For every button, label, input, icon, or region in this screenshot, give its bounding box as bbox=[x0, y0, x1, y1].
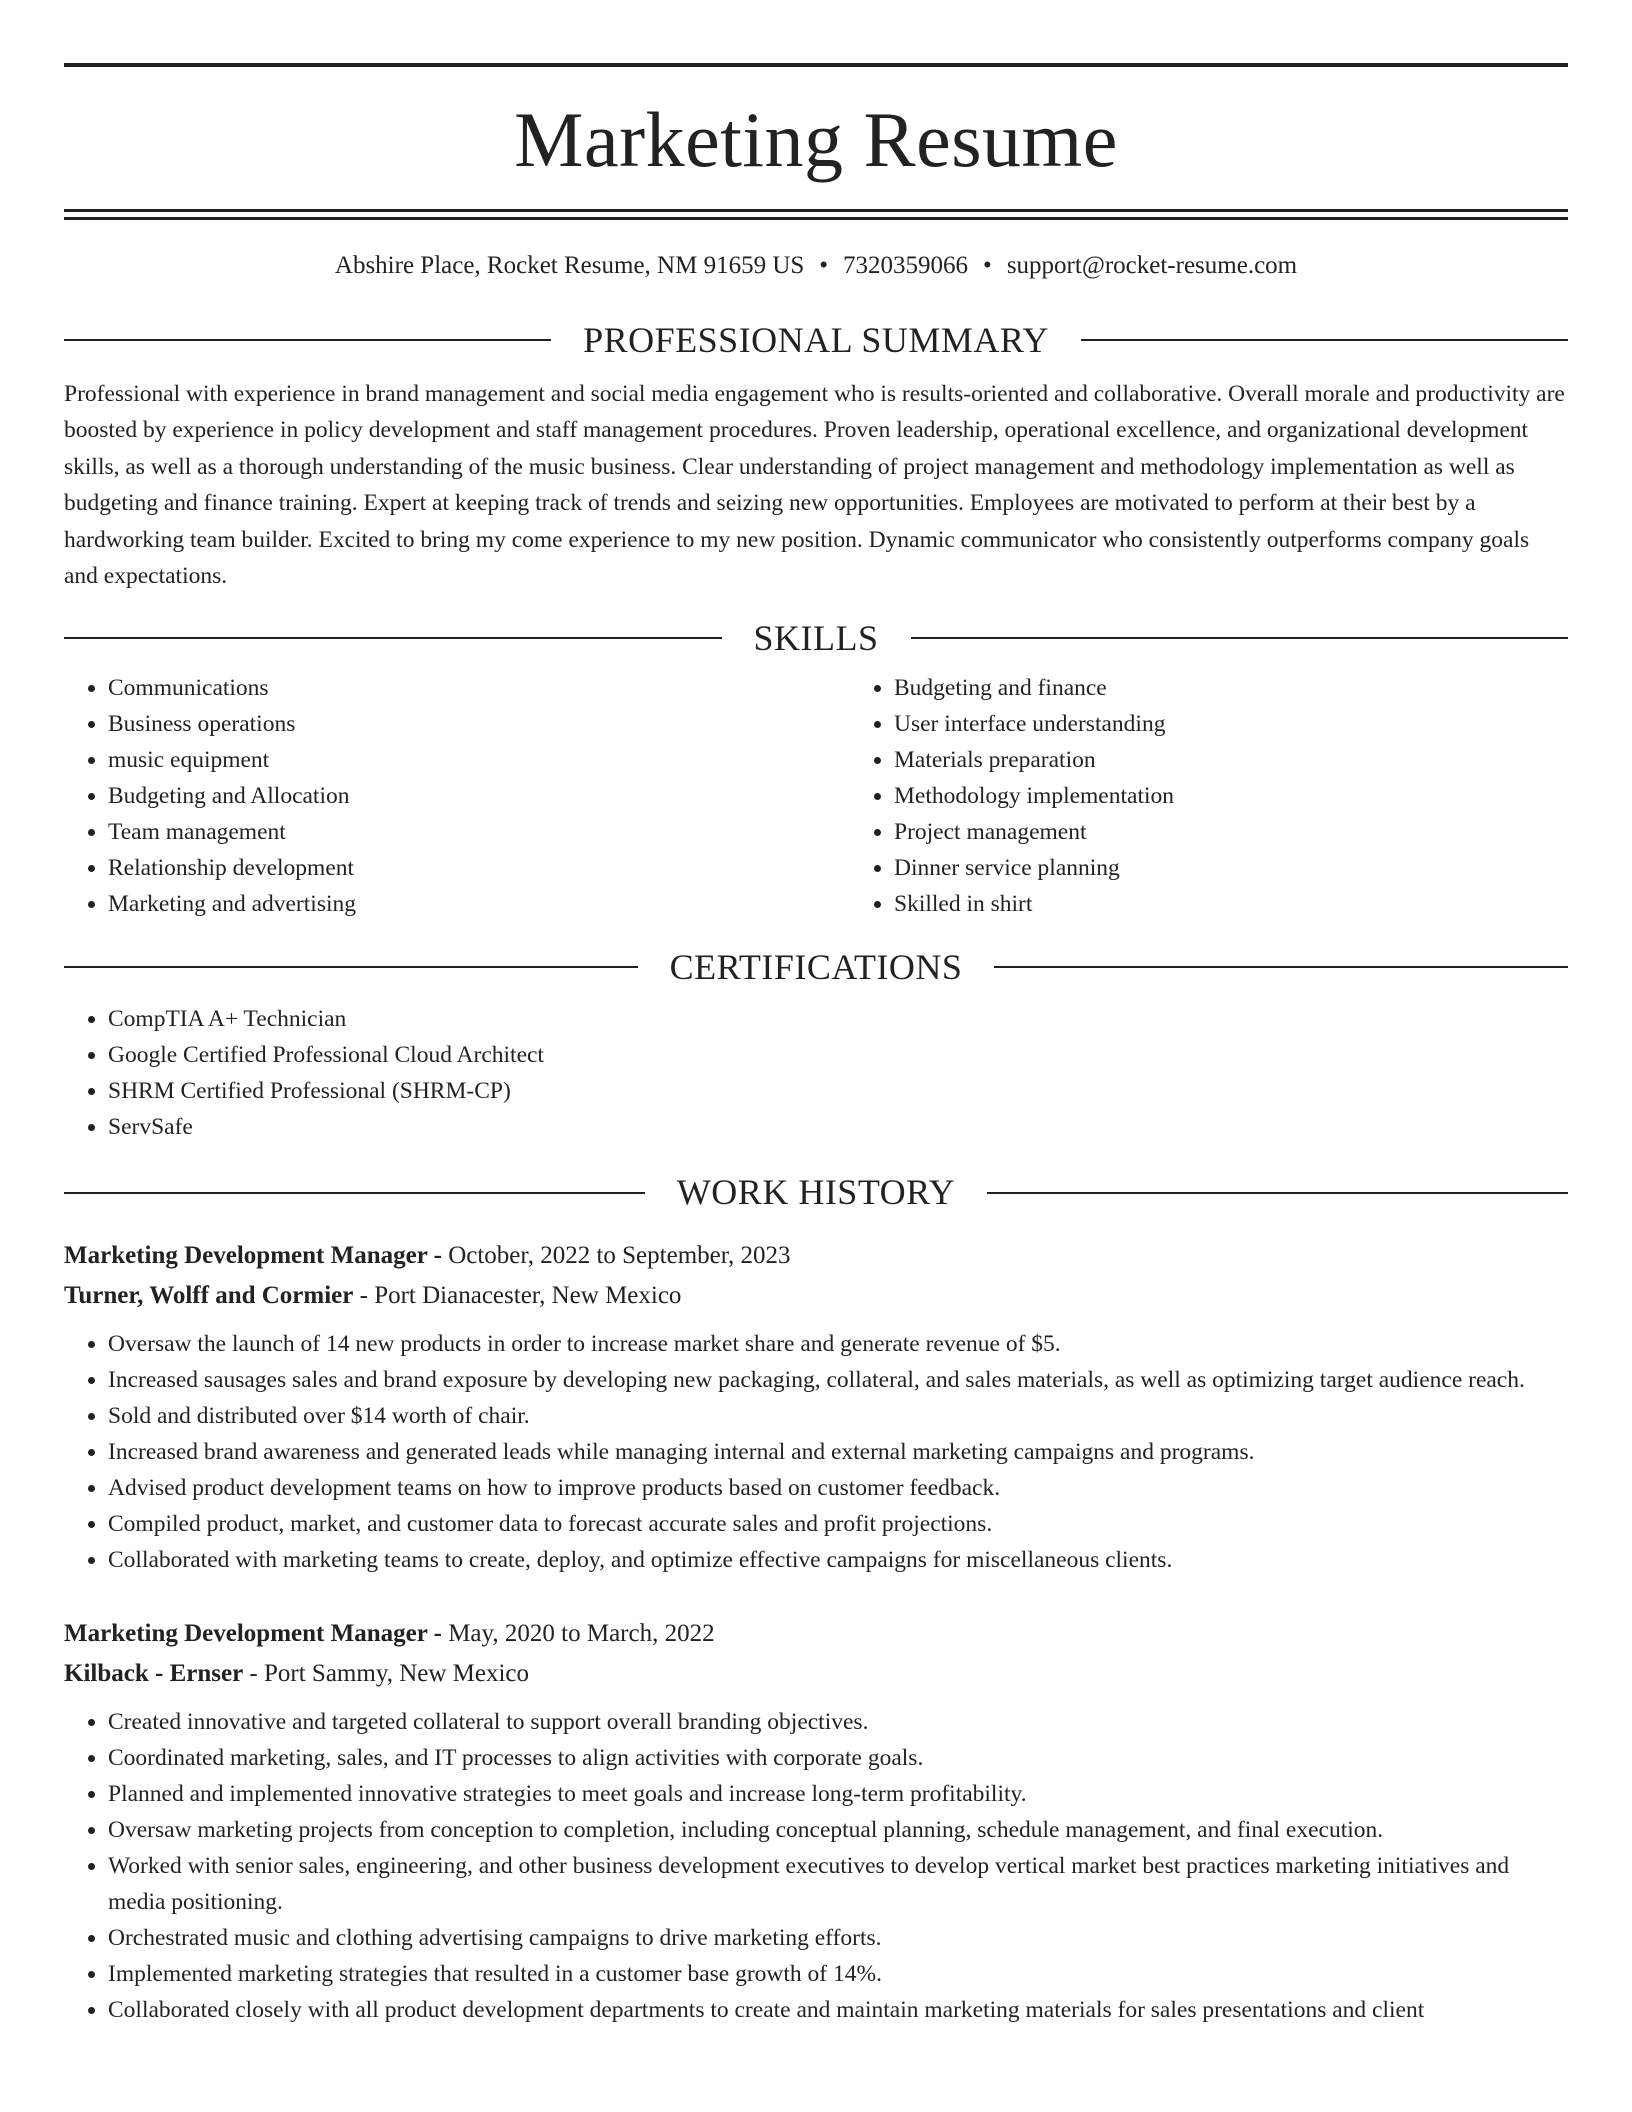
skill-item: • User interface understanding bbox=[894, 706, 1632, 742]
job-bullet: • Created innovative and targeted collateral to support overall branding objectives. bbox=[108, 1704, 1568, 1740]
job-bullet: • Orchestrated music and clothing advertising campaigns to drive marketing efforts. bbox=[108, 1920, 1568, 1956]
top-rule bbox=[64, 63, 1568, 67]
job-bullet: • Worked with senior sales, engineering, and other business development executives to develop vertical market best practices marketing initiatives and media positioning. bbox=[108, 1848, 1568, 1920]
contact-email: support@rocket-resume.com bbox=[1006, 252, 1298, 279]
skill-item: • Budgeting and Allocation bbox=[108, 778, 850, 814]
divider-line bbox=[64, 1192, 645, 1194]
work-heading: WORK HISTORY bbox=[676, 1172, 956, 1213]
skills-section-header bbox=[64, 617, 1568, 660]
certifications-list bbox=[64, 1001, 1568, 1145]
job-bullet: • Oversaw marketing projects from conception to completion, including conceptual planning, schedule management, and final execution. bbox=[108, 1812, 1568, 1848]
job-bullet: • Implemented marketing strategies that resulted in a customer base growth of 14%. bbox=[108, 1956, 1568, 1992]
job-title: Marketing Development Manager bbox=[64, 1620, 428, 1648]
skill-item: • Methodology implementation bbox=[894, 778, 1632, 814]
certification-item: • SHRM Certified Professional (SHRM-CP) bbox=[108, 1073, 1568, 1109]
skill-item: • Marketing and advertising bbox=[108, 886, 850, 922]
job-title-line: Marketing Development Manager - May, 2020 to March, 2022 bbox=[64, 1620, 715, 1648]
job-dates: May, 2020 to March, 2022 bbox=[448, 1620, 715, 1648]
divider-line bbox=[64, 966, 638, 968]
work-section-header bbox=[64, 1171, 1568, 1214]
job-entry bbox=[64, 1236, 1568, 1578]
skill-item: • music equipment bbox=[108, 742, 850, 778]
contact-separator: • bbox=[819, 252, 829, 279]
job-bullet: • Coordinated marketing, sales, and IT processes to align activities with corporate goals. bbox=[108, 1740, 1568, 1776]
contact-separator: • bbox=[983, 252, 992, 279]
divider-line bbox=[987, 1192, 1568, 1194]
job-bullets bbox=[64, 1326, 1568, 1578]
skill-item: • Budgeting and finance bbox=[894, 670, 1632, 706]
job-company: Turner, Wolff and Cormier bbox=[64, 1282, 354, 1310]
certification-item: • CompTIA A+ Technician bbox=[108, 1001, 1568, 1037]
skills-heading: SKILLS bbox=[753, 617, 879, 658]
contact-line bbox=[64, 250, 1568, 283]
skill-item: • Relationship development bbox=[108, 850, 850, 886]
divider-line bbox=[911, 637, 1569, 639]
job-bullet: • Sold and distributed over $14 worth of chair. bbox=[108, 1398, 1568, 1434]
skill-item: • Skilled in shirt bbox=[894, 886, 1632, 922]
certification-item: • ServSafe bbox=[108, 1109, 1568, 1145]
job-bullet: • Collaborated closely with all product development departments to create and maintain marketing materials for sales presentations and client bbox=[108, 1992, 1568, 2028]
title-double-rule bbox=[64, 209, 1568, 220]
divider-line bbox=[1081, 339, 1568, 341]
job-location: Port Sammy, New Mexico bbox=[264, 1660, 530, 1688]
job-bullet: • Advised product development teams on how to improve products based on customer feedback. bbox=[108, 1470, 1568, 1506]
summary-section-header bbox=[64, 319, 1568, 362]
job-bullet: • Compiled product, market, and customer data to forecast accurate sales and profit projections. bbox=[108, 1506, 1568, 1542]
skill-item: • Business operations bbox=[108, 706, 850, 742]
resume-page bbox=[64, 0, 1568, 2028]
skill-item: • Dinner service planning bbox=[894, 850, 1632, 886]
job-bullet: • Planned and implemented innovative strategies to meet goals and increase long-term profitability. bbox=[108, 1776, 1568, 1812]
job-entry bbox=[64, 1614, 1568, 2028]
certification-item: • Google Certified Professional Cloud Architect bbox=[108, 1037, 1568, 1073]
skills-columns bbox=[64, 670, 1568, 922]
job-company: Kilback - Ernser bbox=[64, 1660, 244, 1688]
contact-phone: 7320359066 bbox=[843, 252, 969, 279]
summary-text: Professional with experience in brand management and social media engagement who is results-oriented and collaborative. Overall morale and productivity are boosted by experience in policy development and staff management procedures. Proven leadership, operational excellence, and organizational development skills, as well as a thorough understanding of the music business. Clear understanding of project management and methodology implementation as well as budgeting and finance training. Expert at keeping track of trends and seizing new opportunities. Employees are motivated to perform at their best by a hardworking team builder. Excited to bring my come experience to my new position. Dynamic communicator who consistently outperforms company goals and expectations. bbox=[64, 380, 1565, 590]
job-bullet: • Oversaw the launch of 14 new products in order to increase market share and generate revenue of $5. bbox=[108, 1326, 1568, 1362]
job-company-line: Turner, Wolff and Cormier - Port Dianacester, New Mexico bbox=[64, 1282, 682, 1310]
divider-line bbox=[64, 339, 551, 341]
job-bullet: • Collaborated with marketing teams to create, deploy, and optimize effective campaigns for miscellaneous clients. bbox=[108, 1542, 1568, 1578]
resume-title: Marketing Resume bbox=[514, 96, 1118, 183]
certifications-section-header bbox=[64, 946, 1568, 989]
skills-list-left bbox=[64, 670, 850, 922]
summary-heading: PROFESSIONAL SUMMARY bbox=[583, 319, 1049, 360]
job-title-line: Marketing Development Manager - October, 2022 to September, 2023 bbox=[64, 1242, 791, 1270]
certifications-heading: CERTIFICATIONS bbox=[669, 946, 963, 987]
divider-line bbox=[994, 966, 1568, 968]
skill-item: • Materials preparation bbox=[894, 742, 1632, 778]
skill-item: • Team management bbox=[108, 814, 850, 850]
contact-address: Abshire Place, Rocket Resume, NM 91659 US bbox=[334, 252, 805, 279]
job-location: Port Dianacester, New Mexico bbox=[374, 1282, 682, 1310]
skill-item: • Project management bbox=[894, 814, 1632, 850]
job-bullet: • Increased sausages sales and brand exposure by developing new packaging, collateral, and sales materials, as well as optimizing target audience reach. bbox=[108, 1362, 1568, 1398]
job-dates: October, 2022 to September, 2023 bbox=[448, 1242, 791, 1270]
divider-line bbox=[64, 637, 722, 639]
job-bullet: • Increased brand awareness and generated leads while managing internal and external marketing campaigns and programs. bbox=[108, 1434, 1568, 1470]
job-bullets bbox=[64, 1704, 1568, 2028]
skills-list-right bbox=[850, 670, 1632, 922]
job-company-line: Kilback - Ernser - Port Sammy, New Mexico bbox=[64, 1660, 530, 1688]
skill-item: • Communications bbox=[108, 670, 850, 706]
job-title: Marketing Development Manager bbox=[64, 1242, 428, 1270]
